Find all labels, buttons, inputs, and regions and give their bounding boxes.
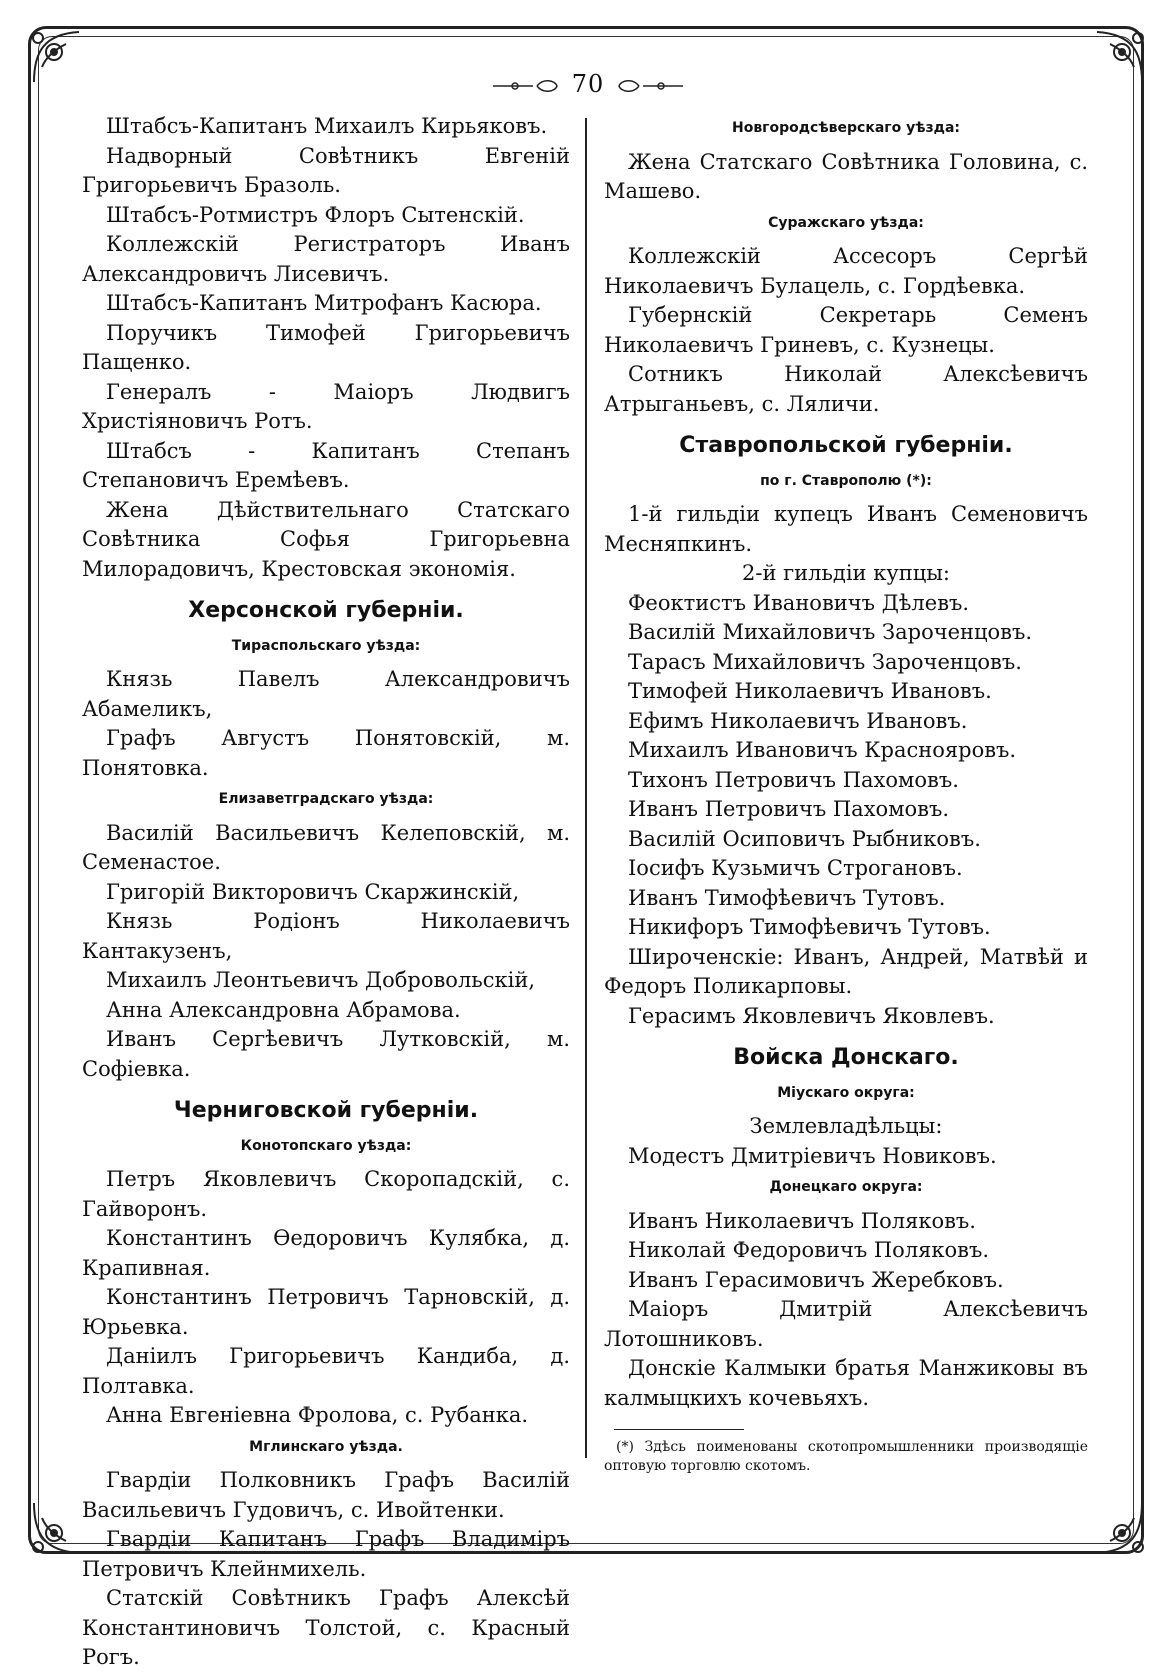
corner-ornament-icon — [1082, 1493, 1152, 1563]
entry: Василій Осиповичъ Рыбниковъ. — [628, 826, 981, 851]
district-heading: Мглинскаго уѣзда. — [249, 1438, 403, 1455]
entry: Герасимъ Яковлевичъ Яковлевъ. — [628, 1003, 995, 1028]
district-heading: Новгородсѣверскаго уѣзда: — [731, 120, 961, 136]
district-heading: Суражскаго уѣзда: — [768, 214, 924, 231]
header-ornament-icon — [613, 72, 683, 100]
page-header — [0, 70, 1176, 100]
entry: Генералъ - Маіоръ Людвигъ Христіяновичъ Ротъ. — [82, 379, 570, 433]
entry: Константинъ Петровичъ Тарновскій, д. Юрьевка. — [82, 1285, 570, 1339]
entry: Константинъ Ѳедоровичъ Кулябка, д. Крапивная. — [82, 1226, 570, 1280]
entry: Василій Михайловичъ Зароченцовъ. — [628, 620, 1033, 644]
entry: Коллежскій Ассесоръ Сергѣй Николаевичъ Булацель, с. Гордѣевка. — [604, 244, 1088, 298]
entry: Модестъ Дмитріевичъ Новиковъ. — [628, 1143, 997, 1168]
district-heading: по г. Ставрополю (*): — [760, 472, 932, 489]
section-heading: Ставропольской губерніи. — [679, 433, 1013, 458]
entry: Иванъ Николаевичъ Поляковъ. — [628, 1208, 976, 1233]
entry: Штабсъ-Ротмистръ Флоръ Сытенскій. — [106, 202, 525, 227]
entry: Штабсъ - Капитанъ Степанъ Степановичъ Еремѣевъ. — [82, 438, 570, 492]
entry: Василій Васильевичъ Келеповскій, м. Семенастое. — [82, 820, 570, 874]
district-heading: Міускаго округа: — [777, 1084, 915, 1101]
section-heading: Войска Донскаго. — [733, 1045, 959, 1070]
page-number: 70 — [571, 70, 605, 98]
entry: Тарасъ Михайловичъ Зароченцовъ. — [628, 649, 1022, 674]
entry: Иванъ Герасимовичъ Жеребковъ. — [628, 1267, 1004, 1292]
entry: Анна Александровна Абрамова. — [106, 997, 461, 1022]
entry: Графъ Августъ Понятовскій, м. Понятовка. — [82, 726, 570, 780]
column-divider — [585, 118, 587, 1458]
entry: Феоктистъ Ивановичъ Дѣлевъ. — [628, 590, 970, 615]
entry: Никифоръ Тимофѣевичъ Тутовъ. — [628, 915, 991, 939]
entry: Жена Дѣйствительнаго Статскаго Совѣтника Софья Григорьевна Милорадовичъ, Крестовская экономія. — [82, 497, 570, 581]
group-label: Землевладѣльцы: — [749, 1114, 943, 1138]
entry: Анна Евгеніевна Фролова, с. Рубанка. — [106, 1403, 529, 1427]
entry: Іосифъ Кузьмичъ Строгановъ. — [628, 856, 963, 880]
entry: Штабсъ-Капитанъ Митрофанъ Касюра. — [106, 291, 542, 315]
district-heading: Елизаветградскаго уѣзда: — [218, 791, 434, 807]
entry: Жена Статскаго Совѣтника Головина, с. Машево. — [604, 149, 1088, 203]
entry: Коллежскій Регистраторъ Иванъ Александровичъ Лисевичъ. — [82, 232, 570, 286]
entry: Михаилъ Ивановичъ Краснояровъ. — [628, 738, 1017, 762]
section-heading: Херсонской губерніи. — [188, 598, 464, 623]
entry: Князь Павелъ Александровичъ Абамеликъ, — [82, 667, 570, 721]
entry: Князь Родіонъ Николаевичъ Кантакузенъ, — [82, 909, 570, 963]
section-heading: Черниговской губерніи. — [173, 1098, 479, 1123]
entry: Иванъ Тимофѣевичъ Тутовъ. — [628, 885, 946, 910]
entry: Иванъ Петровичъ Пахомовъ. — [628, 797, 950, 821]
entry: Гвардіи Капитанъ Графъ Владиміръ Петровичъ Клейнмихель. — [82, 1527, 570, 1581]
entry: Петръ Яковлевичъ Скоропадскій, с. Гайворонъ. — [82, 1167, 570, 1221]
district-heading: Тираспольскаго уѣзда: — [231, 637, 421, 654]
entry: Широченскіе: Иванъ, Андрей, Матвѣй и Федоръ Поликарповы. — [604, 944, 1088, 998]
entry: Даніилъ Григорьевичъ Кандиба, д. Полтавка. — [82, 1344, 570, 1398]
group-label: 2-й гильдіи купцы: — [742, 561, 950, 585]
entry: Донскіе Калмыки братья Манжиковы въ калмыцкихъ кочевьяхъ. — [604, 1356, 1088, 1410]
entry: Маіоръ Дмитрій Алексѣевичъ Лотошниковъ. — [604, 1297, 1088, 1351]
entry: Губернскій Секретарь Семенъ Николаевичъ Гриневъ, с. Кузнецы. — [604, 303, 1088, 357]
entry: Статскій Совѣтникъ Графъ Алексѣй Константиновичъ Толстой, с. Красный Рогъ. — [82, 1586, 570, 1669]
entry: Надворный Совѣтникъ Евгеній Григорьевичъ Бразоль. — [82, 143, 570, 197]
entry: Гвардіи Полковникъ Графъ Василій Васильевичъ Гудовичъ, с. Ивойтенки. — [82, 1468, 570, 1522]
left-column — [82, 112, 570, 1673]
district-heading: Донецкаго округа: — [769, 1179, 923, 1195]
entry: Николай Федоровичъ Поляковъ. — [628, 1238, 990, 1262]
right-column — [604, 112, 1088, 1476]
entry: Поручикъ Тимофей Григорьевичъ Пащенко. — [82, 320, 570, 374]
footnote: (*) Здѣсь поименованы скотопромышленники производящіе оптовую торговлю скотомъ. — [604, 1439, 1088, 1474]
district-heading: Конотопскаго уѣзда: — [240, 1137, 412, 1154]
entry: Штабсъ-Капитанъ Михаилъ Кирьяковъ. — [106, 114, 548, 138]
header-ornament-icon — [493, 72, 563, 100]
entry: Михаилъ Леонтьевичъ Добровольскій, — [106, 968, 536, 992]
entry: Тихонъ Петровичъ Пахомовъ. — [628, 767, 959, 792]
entry: Сотникъ Николай Алексѣевичъ Атрыганьевъ, с. Ляличи. — [604, 362, 1088, 416]
entry: 1-й гильдіи купецъ Иванъ Семеновичъ Месняпкинъ. — [604, 502, 1088, 556]
entry: Ефимъ Николаевичъ Ивановъ. — [628, 708, 968, 733]
entry: Тимофей Николаевичъ Ивановъ. — [628, 679, 992, 703]
footnote-rule — [614, 1429, 744, 1430]
entry: Иванъ Сергѣевичъ Лутковскій, м. Софіевка. — [82, 1027, 570, 1081]
entry: Григорій Викторовичъ Скаржинскій, — [106, 879, 520, 904]
